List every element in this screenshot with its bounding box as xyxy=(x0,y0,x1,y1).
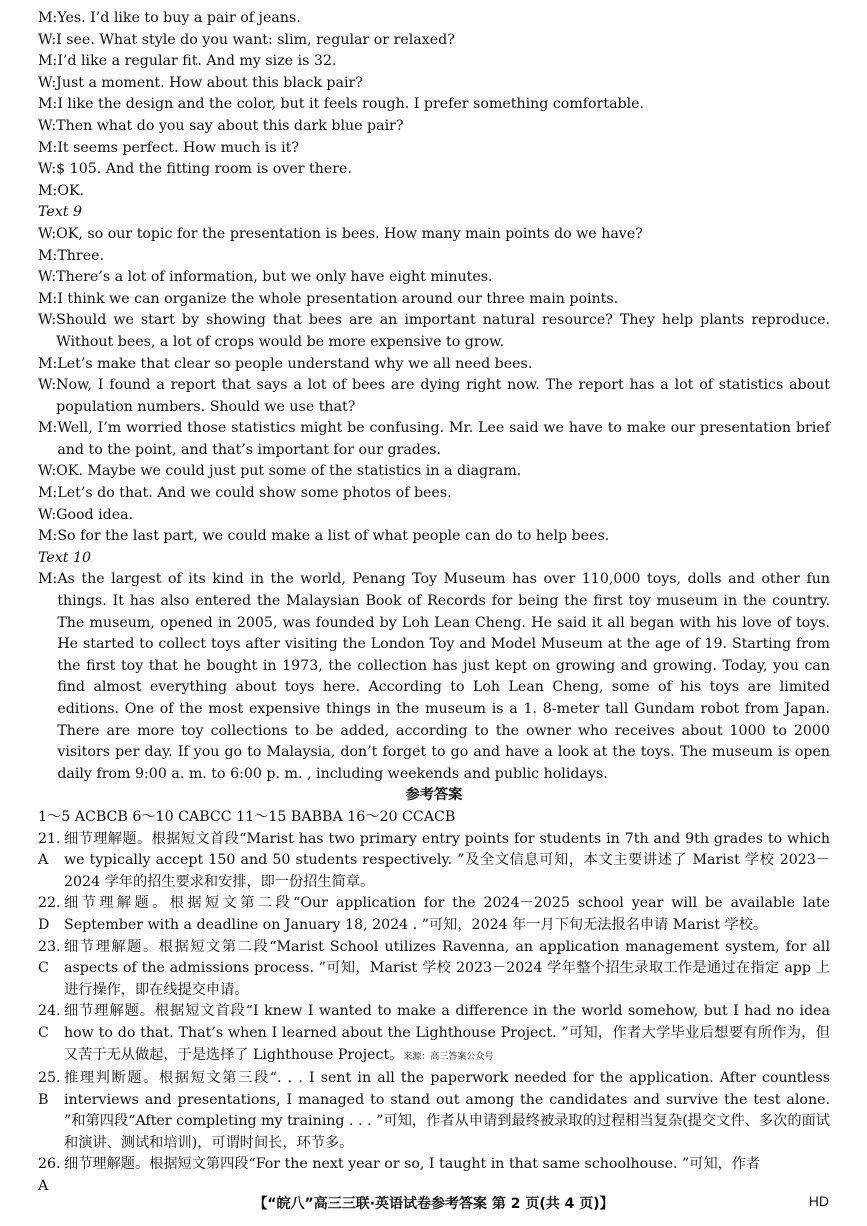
dialog-line: W: Good idea. xyxy=(38,506,134,523)
answer-key: 1～5 ACBCB 6～10 CABCC 11～15 BABBA 16～20 CCACB xyxy=(38,808,456,825)
explanations xyxy=(38,829,830,1198)
dialog-line: M: Yes. I’d like to buy a pair of jeans. xyxy=(38,10,301,26)
dialog-line: M: Let’s do that. And we could show some photos of bees. xyxy=(38,485,452,502)
dialog-line: M: I’d like a regular fit. And my size is 32. xyxy=(38,53,337,70)
dialog-line: W: Then what do you say about this dark blue pair? xyxy=(38,117,404,134)
dialog-line: M: Let’s make that clear so people understand why we all need bees. xyxy=(38,355,533,372)
dialog-line: M: OK. xyxy=(38,182,85,199)
dialog-line: M: I think we can organize the whole presentation around our three main points. xyxy=(38,290,619,307)
footer-code: HD xyxy=(808,1193,829,1209)
explanation-item: 22. D 细节理解题。根据短文第二段“Our application for the 2024－2025 school year will be available late September with a deadline on January 18, 2024 . ”可知，2024 年一月下旬无法报名申请 Marist 学校。 xyxy=(38,895,830,933)
dialog-line: W: Now, I found a report that says a lot of bees are dying right now. The report has a lot of statistics about population numbers. Should we use that? xyxy=(38,377,830,415)
explanation-item: 24. C 细节理解题。根据短文首段“I knew I wanted to make a difference in the world somehow, but I had no idea how to do that. That’s when I learned about the Lighthouse Project. ”可知，作者大学毕业后想要有所作为，但又苦于无从做起，于是选择了 Lighthouse Project。来源：高三答案公众号 xyxy=(38,1003,830,1063)
dialog-line: W: Just a moment. How about this black pair? xyxy=(38,74,363,91)
dialog-line: W: OK, so our topic for the presentation is bees. How many main points do we have? xyxy=(38,225,643,242)
dialog-line: W: $ 105. And the fitting room is over there. xyxy=(38,161,352,178)
text10-paragraph: M: As the largest of its kind in the world, Penang Toy Museum has over 110,000 toys, dolls and other fun things. It has also entered the Malaysian Book of Records for being the first toy museum in the country. The museum, opened in 2005, was founded by Loh Lean Cheng. He said it all began with his love of toys. He started to collect toys after visiting the London Toy and Model Museum at the age of 19. Starting from the first toy that he bought in 1973, the collection has just kept on growing and growing. Today, you can find almost everything about toys here. According to Loh Lean Cheng, some of his toys are limited editions. One of the most expensive things in the museum is a 1. 8-meter tall Gundam robot from Japan. There are more toy collections to be added, according to the owner who receives about 1000 to 2000 visitors per day. If you go to Malaysia, don’t forget to go and have a look at the toys. The museum is open daily from 9:00 a. m. to 6:00 p. m. , including weekends and public holidays. xyxy=(38,571,830,782)
dialog-line: M: It seems perfect. How much is it? xyxy=(38,139,299,156)
text10-label: Text 10 xyxy=(38,549,92,566)
explanation-item: 25. B 推理判断题。根据短文第三段“. . . I sent in all the paperwork needed for the application. After countless interviews and presentations, I managed to stand out among the candidates and survive the test alone. ”和第四段“After completing my training . . . ”可知，作者从申请到最终被录取的过程相当复杂(提交文件、多次的面试和演讲、测试和培训)，可谓时间长，环节多。 xyxy=(38,1070,830,1151)
dialog-line: M: I like the design and the color, but it feels rough. I prefer something comfortable. xyxy=(38,96,645,113)
dialog-top xyxy=(38,8,830,202)
explanation-item: 23. C 细节理解题。根据短文第二段“Marist School utilizes Ravenna, an application management system, for all aspects of the admissions process. ”可知，Marist 学校 2023－2024 学年整个招生录取工作是通过在指定 app 上进行操作，即在线提交申请。 xyxy=(38,938,830,998)
text9-label: Text 9 xyxy=(38,204,82,221)
document-page xyxy=(38,8,830,1198)
answers-title: 参考答案 xyxy=(405,787,463,804)
dialog-line: M: Three. xyxy=(38,247,104,264)
source-note: 来源：高三答案公众号 xyxy=(403,1051,494,1062)
page-footer: 【“皖八”高三三联·英语试卷参考答案 第 2 页(共 4 页)】 xyxy=(253,1196,614,1212)
dialog-line: M: So for the last part, we could make a list of what people can do to help bees. xyxy=(38,528,610,545)
dialog-line: W: Should we start by showing that bees are an important natural resource? They help plants reproduce. Without bees, a lot of crops would be more expensive to grow. xyxy=(38,312,830,350)
dialog-line: W: OK. Maybe we could just put some of the statistics in a diagram. xyxy=(38,463,522,480)
explanation-item: 21. A 细节理解题。根据短文首段“Marist has two primary entry points for students in 7th and 9th grades to which we typically accept 150 and 50 students respectively. ”及全文信息可知，本文主要讲述了 Marist 学校 2023－2024 学年的招生要求和安排，即一份招生简章。 xyxy=(38,830,830,890)
dialog-line: M: Well, I’m worried those statistics might be confusing. Mr. Lee said we have to make our presentation brief and to the point, and that’s important for our grades. xyxy=(38,420,830,458)
dialog-line: W: There’s a lot of information, but we only have eight minutes. xyxy=(38,269,493,286)
dialog-line: W: I see. What style do you want: slim, regular or relaxed? xyxy=(38,31,455,48)
explanation-item: 26. A 细节理解题。根据短文第四段“For the next year or so, I taught in that same schoolhouse. ”可知，作者 xyxy=(38,1156,761,1195)
text9-dialog xyxy=(38,224,830,548)
